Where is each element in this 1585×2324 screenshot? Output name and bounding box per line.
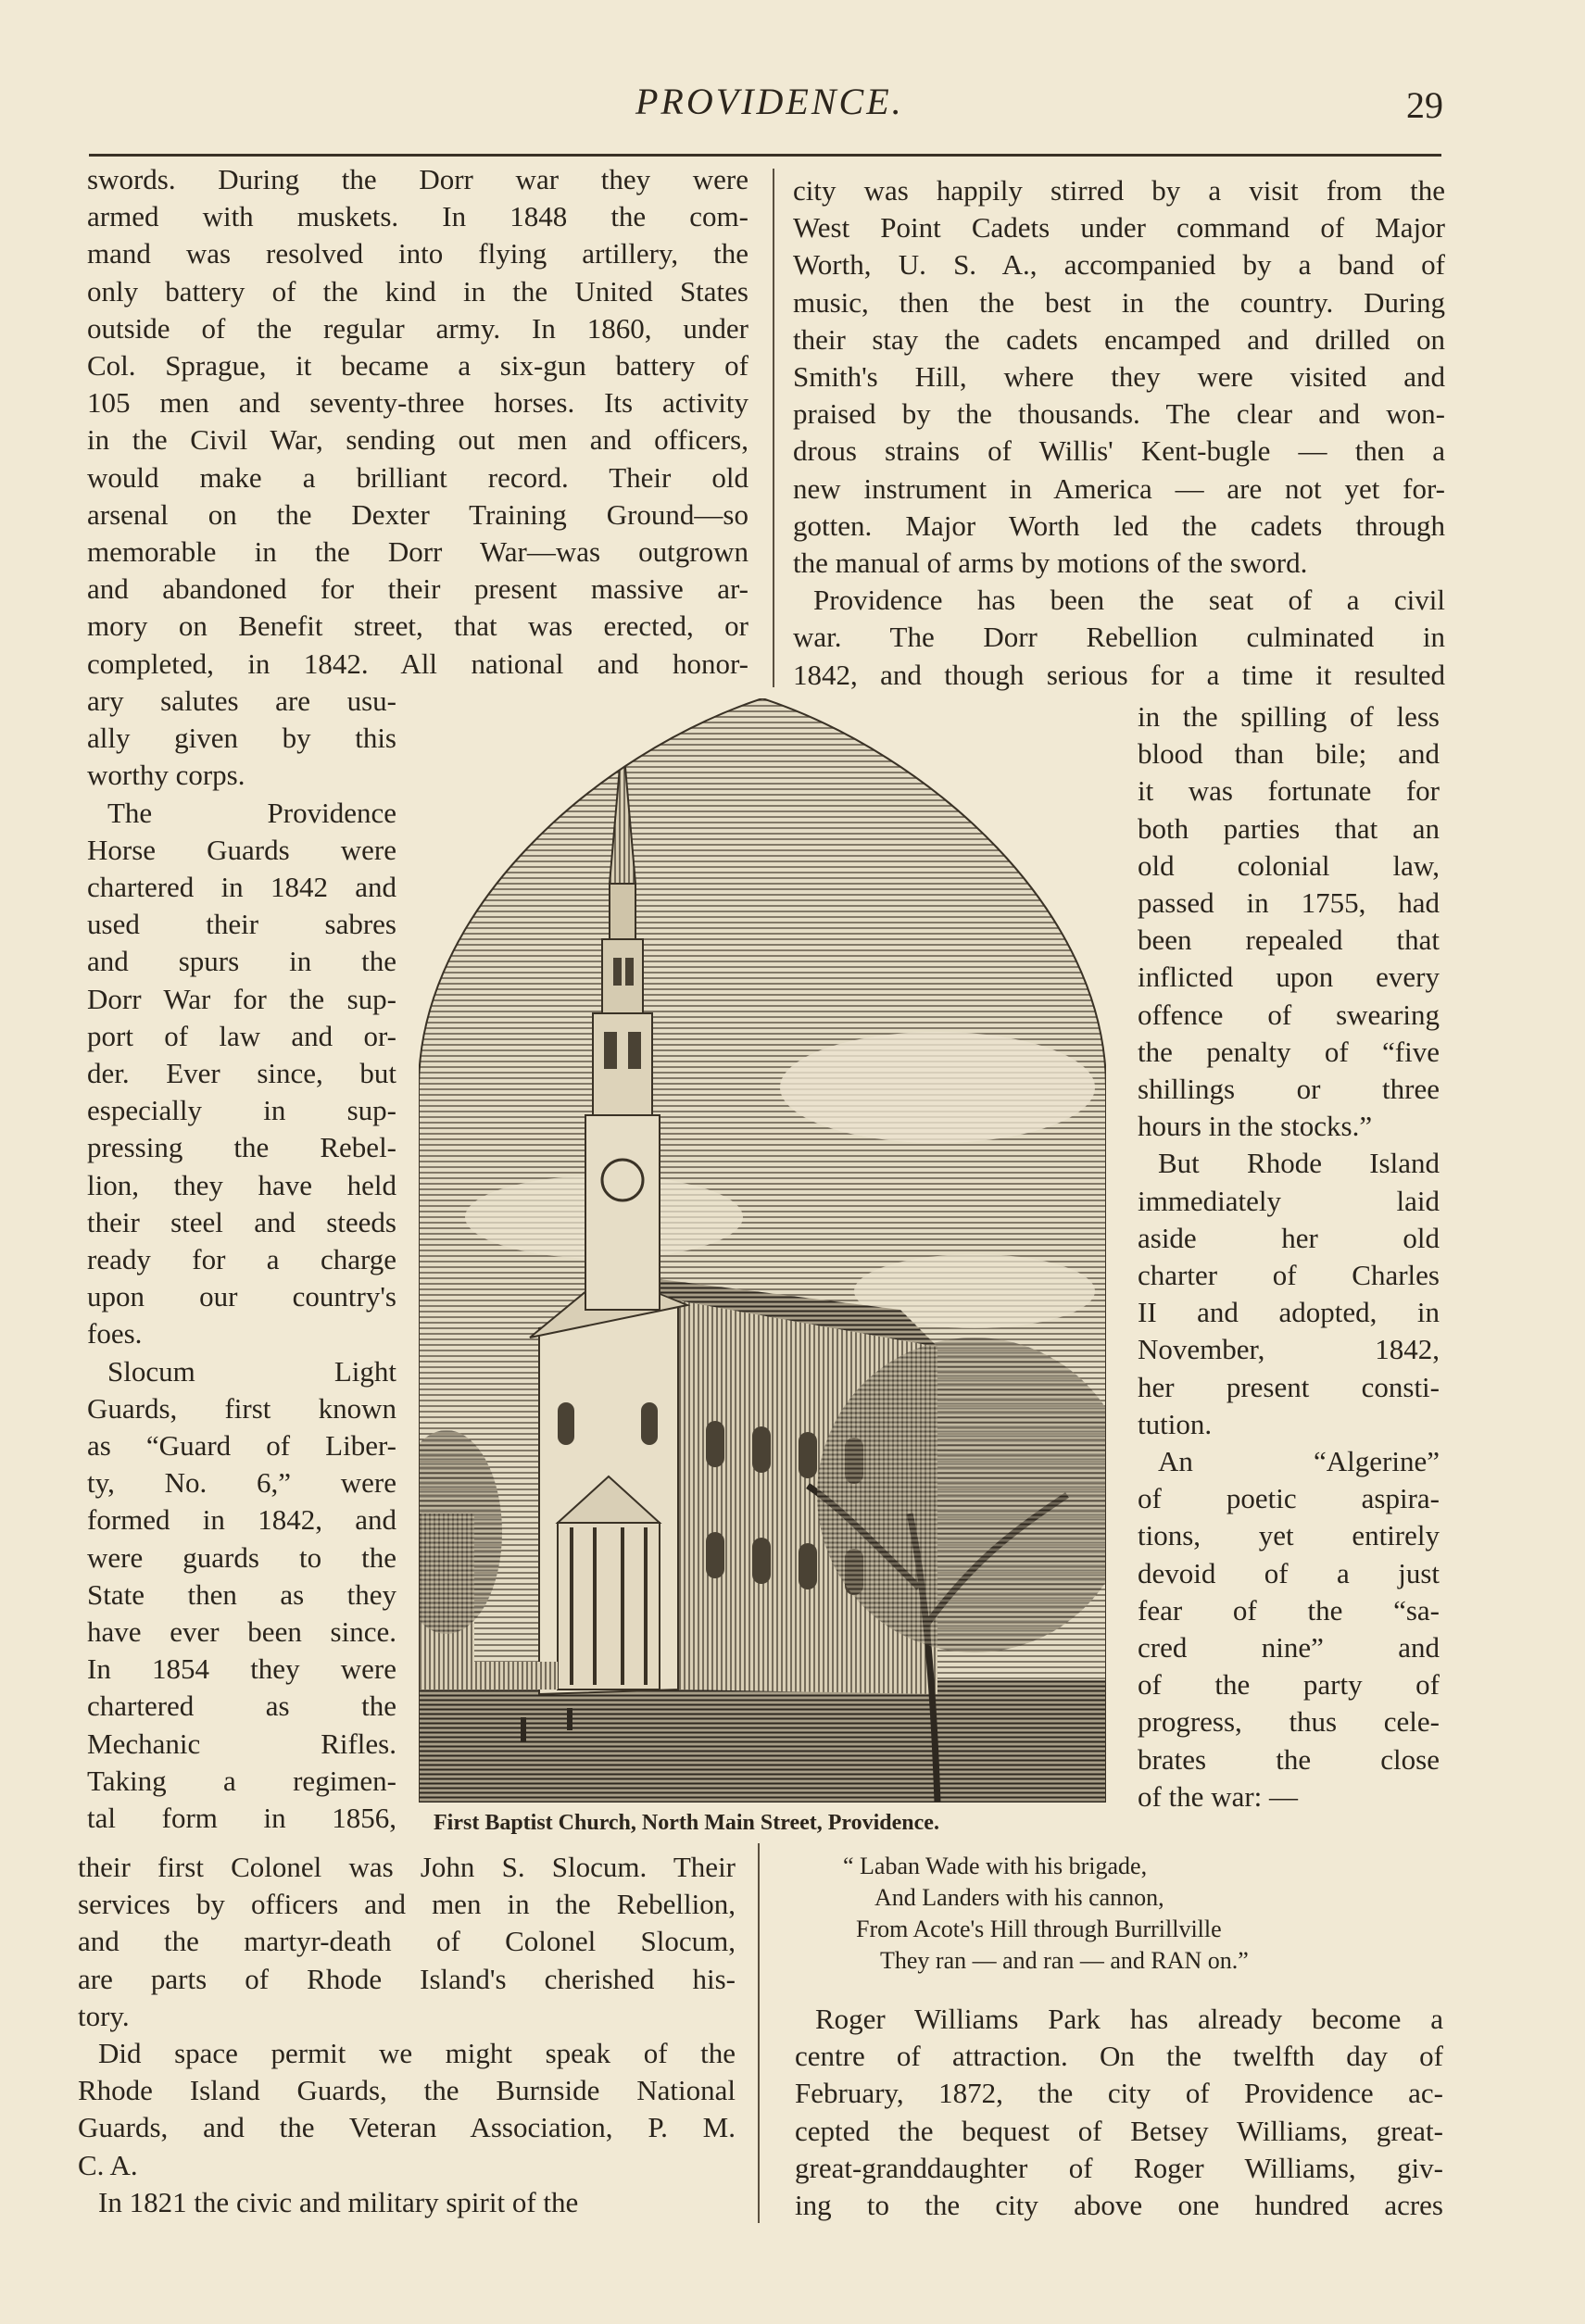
text-line: State then as they <box>87 1577 396 1611</box>
text-line: Smith's Hill, where they were visited and <box>793 360 1445 394</box>
text-line: centre of attraction. On the twelfth day of <box>795 2040 1443 2073</box>
text-line: Horse Guards were <box>87 833 396 866</box>
right-column-narrow <box>1138 698 1440 1815</box>
text-line: armed with muskets. In 1848 the com- <box>87 200 748 233</box>
text-line: Guards, first known <box>87 1391 396 1425</box>
text-line: only battery of the kind in the United States <box>87 274 748 308</box>
text-line: fear of the “sa- <box>1138 1593 1440 1627</box>
text-line: tal form in 1856, <box>87 1802 396 1835</box>
text-line: The Providence <box>107 796 396 829</box>
text-line: were guards to the <box>87 1540 396 1574</box>
text-line: hours in the stocks.” <box>1138 1110 1373 1143</box>
poem-line: And Landers with his cannon, <box>874 1884 1164 1911</box>
left-column-bottom <box>78 1849 736 2221</box>
text-line: of poetic aspira- <box>1138 1482 1440 1515</box>
text-line: drous strains of Willis' Kent-bugle — then a <box>793 434 1445 468</box>
right-column-top <box>793 172 1445 694</box>
text-line: Worth, U. S. A., accompanied by a band of <box>793 248 1445 282</box>
text-line: it was fortunate for <box>1138 774 1440 808</box>
text-line: gotten. Major Worth led the cadets through <box>793 509 1445 542</box>
text-line: foes. <box>87 1317 143 1350</box>
text-line: swords. During the Dorr war they were <box>87 163 748 195</box>
right-column-bottom <box>795 2001 1443 2224</box>
text-line: blood than bile; and <box>1138 737 1440 771</box>
text-line: of the party of <box>1138 1668 1440 1702</box>
text-line: praised by the thousands. The clear and won- <box>793 397 1445 431</box>
text-line: February, 1872, the city of Providence ac- <box>795 2077 1443 2110</box>
text-line: memorable in the Dorr War—was outgrown <box>87 535 748 569</box>
poem-line: “ Laban Wade with his brigade, <box>843 1853 1148 1879</box>
poem-line: They ran — and ran — and RAN on.” <box>880 1947 1249 1974</box>
text-line: pressing the Rebel- <box>87 1131 396 1164</box>
text-line: outside of the regular army. In 1860, under <box>87 311 748 345</box>
text-line: Mechanic Rifles. <box>87 1727 396 1760</box>
text-line: in the spilling of less <box>1138 700 1440 733</box>
text-line: immediately laid <box>1138 1184 1440 1217</box>
left-column-top <box>87 161 748 683</box>
text-line: have ever been since. <box>87 1615 396 1649</box>
text-line: and spurs in the <box>87 945 396 978</box>
text-line: der. Ever since, but <box>87 1057 396 1090</box>
text-line: city was happily stirred by a visit from the <box>793 174 1445 207</box>
text-line: cepted the bequest of Betsey Williams, great- <box>795 2114 1443 2147</box>
text-line: chartered as the <box>87 1690 396 1723</box>
header-rule <box>89 154 1441 157</box>
text-line: tions, yet entirely <box>1138 1519 1440 1552</box>
running-head: PROVIDENCE. <box>635 81 904 122</box>
text-line: offence of swearing <box>1138 998 1440 1031</box>
text-line: and the martyr-death of Colonel Slocum, <box>78 1925 736 1958</box>
text-line: 105 men and seventy-three horses. Its activity <box>87 386 748 420</box>
poem-quote <box>843 1851 1417 1977</box>
text-line: been repealed that <box>1138 923 1440 957</box>
text-line: inflicted upon every <box>1138 961 1440 994</box>
text-line: ing to the city above one hundred acres <box>795 2189 1443 2222</box>
text-line: especially in sup- <box>87 1094 396 1127</box>
text-line: their stay the cadets encamped and drilled on <box>793 322 1445 356</box>
text-line: mory on Benefit street, that was erected, or <box>87 609 748 643</box>
church-engraving <box>419 698 1106 1803</box>
text-line: in the Civil War, sending out men and officers, <box>87 423 748 457</box>
text-line: formed in 1842, and <box>87 1503 396 1537</box>
text-line: Rhode Island Guards, the Burnside National <box>78 2074 736 2107</box>
text-line: great-granddaughter of Roger Williams, giv- <box>795 2151 1443 2184</box>
text-line: But Rhode Island <box>1158 1147 1440 1180</box>
text-line: shillings or three <box>1138 1073 1440 1106</box>
text-line: lion, they have held <box>87 1168 396 1201</box>
left-column-narrow <box>87 683 396 1837</box>
illustration-caption: First Baptist Church, North Main Street, Providence. <box>434 1811 939 1835</box>
text-line: passed in 1755, had <box>1138 886 1440 920</box>
text-line: Taking a regimen- <box>87 1764 396 1797</box>
text-line: In 1821 the civic and military spirit of the <box>98 2185 579 2218</box>
text-line: aside her old <box>1138 1221 1440 1254</box>
text-line: upon our country's <box>87 1280 396 1313</box>
text-line: devoid of a just <box>1138 1556 1440 1589</box>
text-line: ready for a charge <box>87 1243 396 1276</box>
text-line: Guards, and the Veteran Association, P. M. <box>78 2111 736 2144</box>
text-line: 1842, and though serious for a time it resulted <box>793 658 1445 691</box>
text-line: Col. Sprague, it became a six-gun battery of <box>87 349 748 383</box>
text-line: An “Algerine” <box>1158 1445 1440 1478</box>
text-line: November, 1842, <box>1138 1333 1440 1366</box>
text-line: charter of Charles <box>1138 1259 1440 1292</box>
text-line: tory. <box>78 1999 130 2032</box>
text-line: ty, No. 6,” were <box>87 1466 396 1500</box>
text-line: their first Colonel was John S. Slocum. Their <box>78 1851 736 1883</box>
text-line: C. A. <box>78 2148 138 2181</box>
text-line: both parties that an <box>1138 811 1440 845</box>
text-line: Roger Williams Park has already become a <box>815 2003 1443 2035</box>
text-line: Providence has been the seat of a civil <box>813 584 1445 617</box>
text-line: are parts of Rhode Island's cherished his- <box>78 1962 736 1995</box>
text-line: brates the close <box>1138 1742 1440 1776</box>
text-line: the penalty of “five <box>1138 1035 1440 1068</box>
text-line: music, then the best in the country. During <box>793 285 1445 319</box>
text-line: old colonial law, <box>1138 848 1440 882</box>
column-divider-top <box>773 169 774 687</box>
text-line: their steel and steeds <box>87 1205 396 1238</box>
text-line: chartered in 1842 and <box>87 871 396 904</box>
text-line: In 1854 they were <box>87 1652 396 1686</box>
text-line: mand was resolved into flying artillery, the <box>87 237 748 270</box>
text-line: Did space permit we might speak of the <box>98 2037 736 2070</box>
text-line: as “Guard of Liber- <box>87 1429 396 1463</box>
text-line: of the war: — <box>1138 1779 1299 1813</box>
text-line: II and adopted, in <box>1138 1296 1440 1329</box>
text-line: West Point Cadets under command of Major <box>793 211 1445 245</box>
text-line: tution. <box>1138 1407 1213 1440</box>
text-line: used their sabres <box>87 908 396 941</box>
text-line: completed, in 1842. All national and honor- <box>87 647 748 680</box>
text-line: ally given by this <box>87 722 396 755</box>
text-line: war. The Dorr Rebellion culminated in <box>793 621 1445 654</box>
text-line: new instrument in America — are not yet for- <box>793 471 1445 505</box>
text-line: the manual of arms by motions of the sword. <box>793 546 1308 580</box>
text-line: her present consti- <box>1138 1370 1440 1403</box>
text-line: and abandoned for their present massive ar- <box>87 572 748 606</box>
column-divider-bottom <box>758 1843 760 2223</box>
text-line: arsenal on the Dexter Training Ground—so <box>87 497 748 531</box>
text-line: cred nine” and <box>1138 1631 1440 1664</box>
poem-line: From Acote's Hill through Burrillville <box>856 1916 1222 1942</box>
text-line: worthy corps. <box>87 759 245 792</box>
text-line: port of law and or- <box>87 1019 396 1052</box>
text-line: Slocum Light <box>107 1354 396 1388</box>
text-line: ary salutes are usu- <box>87 685 396 717</box>
text-line: would make a brilliant record. Their old <box>87 460 748 494</box>
text-line: Dorr War for the sup- <box>87 982 396 1015</box>
text-line: progress, thus cele- <box>1138 1705 1440 1739</box>
text-line: services by officers and men in the Rebellion, <box>78 1888 736 1921</box>
page-number: 29 <box>1406 84 1443 126</box>
